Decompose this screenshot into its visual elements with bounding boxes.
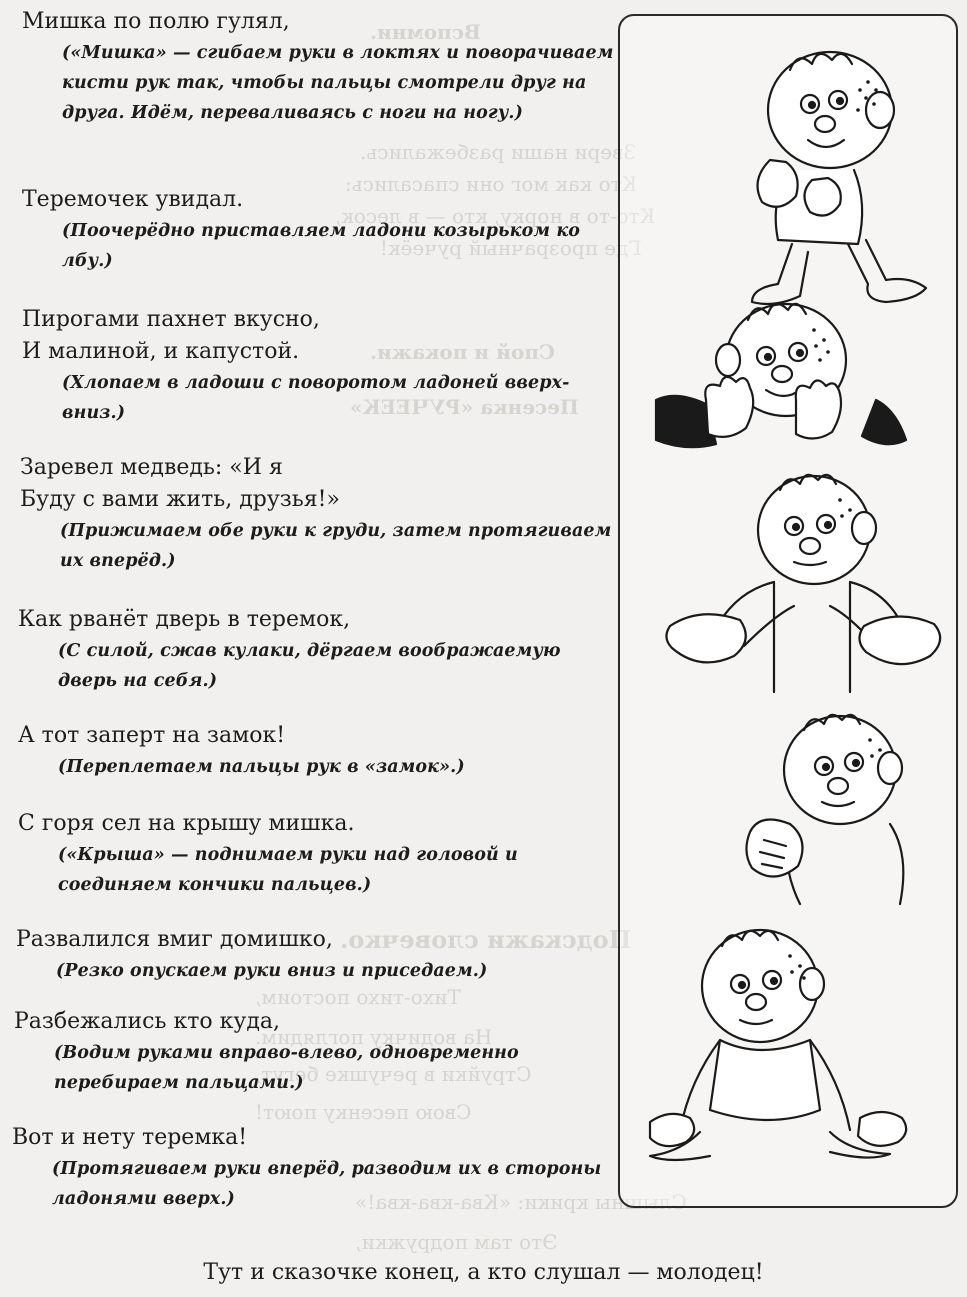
bleed-through: Песенка «РУЧЕЕК» — [350, 395, 579, 419]
verse-line: Мишка по полю гулял, — [22, 9, 290, 34]
verse-note: (Резко опускаем руки вниз и приседаем.) — [56, 961, 488, 981]
verse-10 — [12, 1122, 622, 1214]
boy-squatting-illustration — [640, 922, 940, 1172]
verse-3 — [22, 304, 632, 428]
bleed-through: Подскажи словечко. — [340, 925, 632, 954]
verse-note: (Хлопаем в ладоши с поворотом ладоней вверх-вниз.) — [62, 373, 570, 423]
bleed-through: Это там подружки, — [355, 1230, 558, 1254]
verse-7 — [18, 808, 628, 900]
verse-2 — [22, 184, 632, 276]
verse-line: Разбежались кто куда, — [14, 1009, 280, 1034]
boy-reaching-illustration — [664, 466, 954, 696]
bleed-through: Кто как мог они спасались: — [345, 172, 638, 196]
bleed-through: Свою песенку поют! — [255, 1100, 472, 1124]
verse-note: (Поочерёдно приставляем ладони козырьком ко лбу.) — [62, 221, 581, 271]
verse-note: (Переплетаем пальцы рук в «замок».) — [58, 757, 465, 777]
ending-line: Тут и сказочке конец, а кто слушал — молодец! — [203, 1260, 764, 1285]
boy-lock-illustration — [730, 700, 930, 910]
verse-line: С горя сел на крышу мишка. — [18, 811, 355, 836]
verse-8 — [16, 924, 626, 986]
verse-line: Теремочек увидал. — [22, 187, 244, 212]
verse-line: А тот заперт на замок! — [18, 723, 286, 748]
verse-line: Вот и нету теремка! — [12, 1125, 248, 1150]
verse-note: («Мишка» — сгибаем руки в локтях и поворачиваем кисти рук так, чтобы пальцы смотрели друг на друга. Идём, переваливаясь с ноги на ногу.) — [62, 43, 614, 123]
boy-walking-illustration — [730, 30, 930, 320]
verse-line: Как рванёт дверь в теремок, — [18, 607, 351, 632]
verse-line: И малиной, и капустой. — [22, 339, 300, 364]
verse-line: Развалился вмиг домишко, — [16, 927, 333, 952]
verse-note: (Прижимаем обе руки к груди, затем протягиваем их вперёд.) — [60, 521, 612, 571]
verse-5 — [18, 604, 628, 696]
verse-note: (Водим руками вправо-влево, одновременно перебираем пальцами.) — [54, 1043, 519, 1093]
bleed-through: Кто-то в норку, кто — в лесок, — [335, 204, 656, 228]
verse-line: Буду с вами жить, друзья!» — [20, 487, 340, 512]
bleed-through: Вспомни. — [370, 20, 481, 44]
verse-line: Заревел медведь: «И я — [20, 455, 283, 480]
verse-1 — [22, 6, 632, 128]
verse-note: («Крыша» — поднимаем руки над головой и соединяем кончики пальцев.) — [58, 845, 518, 895]
verse-line: Пирогами пахнет вкусно, — [22, 307, 320, 332]
verse-9 — [14, 1006, 624, 1098]
verse-note: (С силой, сжав кулаки, дёргаем воображаемую дверь на себя.) — [58, 641, 561, 691]
bleed-through: Звери наши разбежались. — [360, 140, 636, 164]
bleed-through: Слышны крики: «Ква-ква-ква!» — [355, 1190, 687, 1214]
bleed-through: Где прозрачный ручеёк! — [380, 236, 642, 260]
verse-note: (Протягиваем руки вперёд, разводим их в стороны ладонями вверх.) — [52, 1159, 602, 1209]
bleed-through: Тихо-тихо постоим, — [255, 985, 461, 1009]
bleed-through: На водичку поглядим. — [255, 1025, 493, 1049]
verse-6 — [18, 720, 628, 782]
verse-4 — [20, 452, 630, 576]
bleed-through: Струйки в речушке бегут, — [255, 1062, 532, 1086]
bleed-through: Спой и покажи. — [370, 340, 555, 364]
boy-clapping-illustration — [636, 290, 936, 490]
